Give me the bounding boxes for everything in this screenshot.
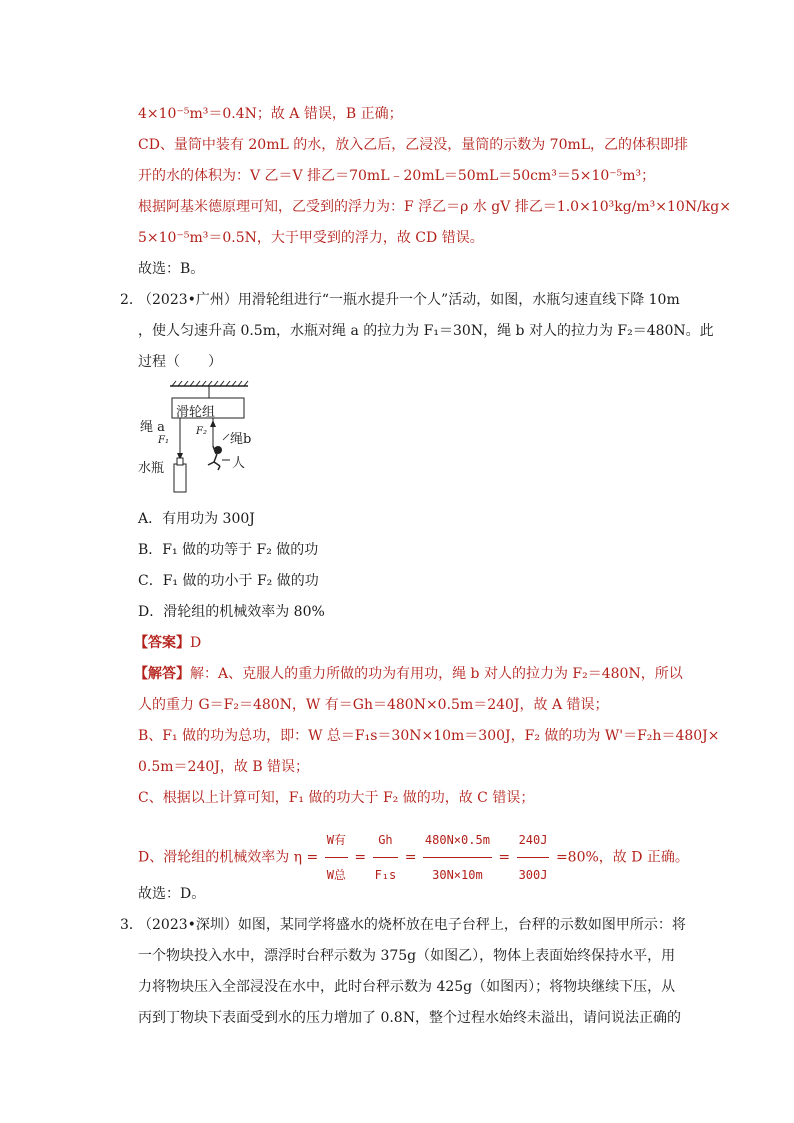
q2-option-d: D．滑轮组的机械效率为 80% <box>138 604 325 620</box>
frac2-num: Gh <box>373 823 399 858</box>
q2-analysis-line3: B、F₁ 做的功为总功，即：W 总＝F₁s＝30N×10m＝300J，F₂ 做的功为 W'＝F₂h＝480J× <box>138 728 720 744</box>
rope-a-label: 绳 a <box>140 420 165 435</box>
person-body <box>214 454 217 462</box>
q2-analysis-line1 <box>134 664 683 684</box>
bottle-label: 水瓶 <box>138 461 165 476</box>
fraction-values <box>423 823 492 892</box>
rope-b-label: 绳b <box>230 432 252 447</box>
q2-stem-line3: 过程（ ） <box>138 354 222 370</box>
pulley-diagram <box>136 380 266 495</box>
fraction-gh-over-f1s <box>373 823 399 892</box>
q2-analysis-line4: 0.5m＝240J，故 B 错误； <box>138 759 310 775</box>
q2-stem-line2: ，使人匀速升高 0.5m，水瓶对绳 a 的拉力为 F₁＝30N，绳 b 对人的拉力为 F₂＝480N。此 <box>138 323 714 339</box>
frac1-num: W有 <box>325 823 348 858</box>
frac4-num: 240J <box>517 823 550 858</box>
q2-choice: 故选：D。 <box>138 886 206 902</box>
person-label: 人 <box>232 456 246 471</box>
bottle-neck <box>177 458 183 465</box>
f1-label: F₁ <box>158 435 169 446</box>
frac3-den: 30N×10m <box>432 868 483 882</box>
q2-number: 2． <box>120 292 143 308</box>
efficiency-suffix: =80%，故 D 正确。 <box>555 849 689 866</box>
q2-analysis-efficiency: D、滑轮组的机械效率为 η = $\frac{\text{W有}}{\text{W总}}$ = $\frac{Gh}{\text{F₁s}}$ = $\frac{480N\times 0.5m}{30N\times 10m}$ = $\frac{240J}{300J}$ =80%，故 D 正确。 <box>138 823 689 892</box>
q2-analysis-line2: 人的重力 G＝F₂＝480N，W 有＝Gh＝480N×0.5m＝240J，故 A 错误； <box>138 697 609 713</box>
answer-label: 【答案】 <box>134 635 190 651</box>
answer-value: D <box>190 635 202 651</box>
analysis-text-1: 解：A、克服人的重力所做的功为有用功，绳 b 对人的拉力为 F₂＝480N，所以 <box>190 666 683 682</box>
q2-option-c: C．F₁ 做的功小于 F₂ 做的功 <box>138 573 319 589</box>
bottle-body <box>174 464 186 492</box>
q1-analysis-line3: 开的水的体积为：V 乙＝V 排乙＝70mL﹣20mL＝50mL＝50cm³＝5×10⁻⁵m³； <box>138 168 656 184</box>
analysis-label: 【解答】 <box>134 666 190 682</box>
q2-option-a: A．有用功为 300J <box>138 511 255 527</box>
q1-analysis-line4: 根据阿基米德原理可知，乙受到的浮力为：F 浮乙＝ρ 水 gV 排乙＝1.0×10³kg/m³×10N/kg× <box>138 199 731 215</box>
f2-label: F₂ <box>196 426 207 437</box>
q1-analysis-line5: 5×10⁻⁵m³＝0.5N，大于甲受到的浮力，故 CD 错误。 <box>138 230 484 246</box>
frac4-den: 300J <box>518 868 548 882</box>
pulley-label: 滑轮组 <box>176 405 216 420</box>
q2-analysis-line5: C、根据以上计算可知，F₁ 做的功大于 F₂ 做的功，故 C 错误； <box>138 790 535 806</box>
efficiency-prefix: D、滑轮组的机械效率为 η <box>138 849 303 866</box>
frac3-num: 480N×0.5m <box>423 823 492 858</box>
q3-number: 3． <box>120 917 143 933</box>
f2-arrow <box>210 420 216 427</box>
q2-option-b: B．F₁ 做的功等于 F₂ 做的功 <box>138 542 319 558</box>
q3-stem-line4: 丙到丁物块下表面受到水的压力增加了 0.8N，整个过程水始终未溢出，请问说法正确的 <box>138 1010 681 1026</box>
fraction-result <box>517 823 550 892</box>
q3-stem-line2: 一个物块投入水中，漂浮时台秤示数为 375g（如图乙），物体上表面始终保持水平，用 <box>138 948 676 964</box>
q2-answer <box>134 633 201 653</box>
q1-analysis-line1: 4×10⁻⁵m³＝0.4N；故 A 错误，B 正确； <box>138 106 403 122</box>
q3-stem-line1: （2023•深圳）如图，某同学将盛水的烧杯放在电子台秤上，台秤的示数如图甲所示：将 <box>138 917 686 933</box>
fraction-w-useful-over-w-total <box>325 823 348 892</box>
q1-choice: 故选：B。 <box>138 261 205 277</box>
frac1-den: W总 <box>326 868 346 882</box>
q2-stem-line1: （2023•广州）用滑轮组进行“一瓶水提升一个人”活动，如图，水瓶匀速直线下降 10m <box>138 292 680 308</box>
frac2-den: F₁s <box>374 868 397 882</box>
q3-stem-line3: 力将物块压入全部浸没在水中，此时台秤示数为 425g（如图丙）；将物块继续下压，从 <box>138 979 676 995</box>
q1-analysis-line2: CD、量筒中装有 20mL 的水，放入乙后，乙浸没，量筒的示数为 70mL，乙的体积即排 <box>138 137 689 153</box>
